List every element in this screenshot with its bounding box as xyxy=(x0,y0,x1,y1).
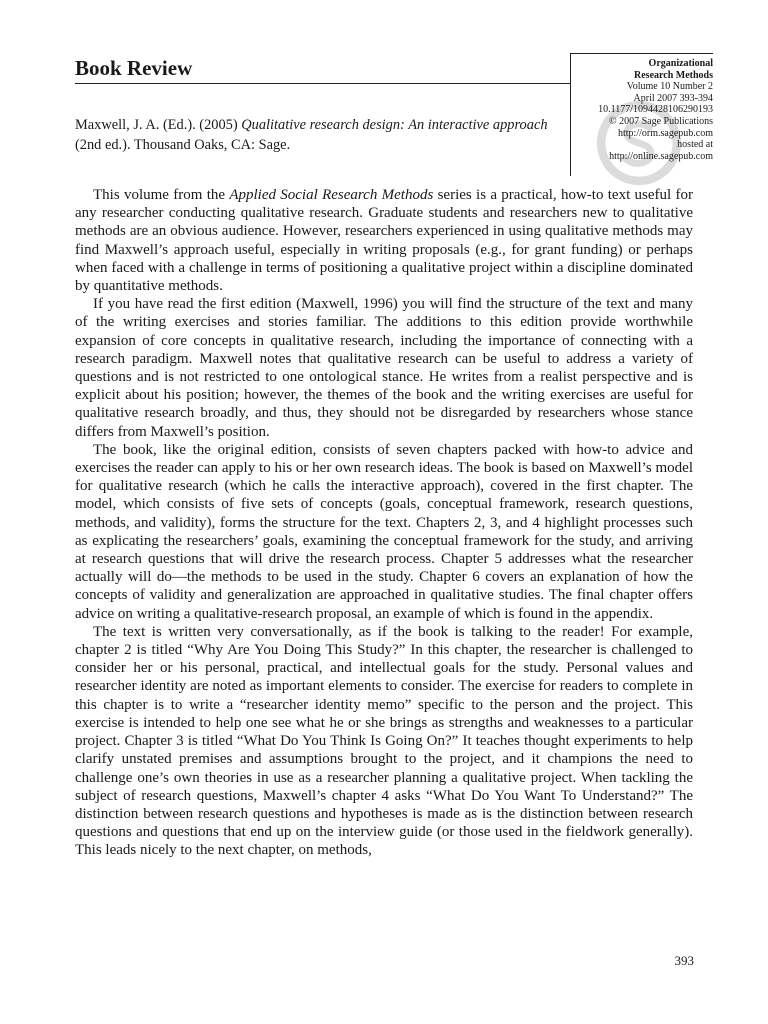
paragraph-4: The text is written very conversationally, as if the book is talking to the reader! For example, chapter 2 is titled “Why Are You Doing This Study?” In this chapter, the researcher is challenged to consider her or his personal, practical, and intellectual goals for the study. Personal values and researcher identity are noted as important elements to consider. The exercise for readers to complete in this chapter is to write a “researcher identity memo” specific to the person and the project. This exercise is intended to help one see what he or she brings as strengths and weaknesses to a particular project. Chapter 3 is titled “What Do You Think Is Going On?” It teaches thought experiments to help clarify unstated premises and assumptions brought to the project, and it champions the need to challenge one’s own theories in use as a researcher planning a qualitative project. When tackling the subject of research questions, Maxwell’s chapter 4 asks “What Do You Want To Understand?” The distinction between research questions and hypotheses is made as is the distinction between research questions and questions that end up on the interview guide (or those used in the fieldwork generally). This leads nicely to the next chapter, on methods, xyxy=(75,623,693,859)
journal-name-line1: Organizational xyxy=(648,58,713,69)
journal-masthead xyxy=(570,53,713,176)
book-citation xyxy=(75,115,555,155)
journal-hosted-label: hosted at xyxy=(677,139,713,151)
journal-volume: Volume 10 Number 2 xyxy=(626,81,713,93)
journal-name-line2: Research Methods xyxy=(634,69,713,81)
paragraph-2: If you have read the first edition (Maxwell, 1996) you will find the structure of the text and many of the writing exercises and stories familiar. The additions to this edition provide worthwhile expansion of core concepts in qualitative research, including the importance of connecting with a research paradigm. Maxwell notes that qualitative research can be useful to address a variety of questions and is not restricted to one ontological stance. He writes from a realist perspective and is explicit about his position; however, the themes of the book and the writing exercises are useful for qualitative research broadly, and thus, they should not be disregarded by researchers whose stance differs from Maxwell’s position. xyxy=(75,296,693,440)
journal-url-link[interactable]: http://orm.sagepub.com xyxy=(618,127,713,139)
paragraph-1-rest: series is a practical, how-to text useful for any researcher conducting qualitative research. Graduate students and researchers new to qualitative methods are an obvious audience. However, researchers experienced in using qualitative methods may find Maxwell’s approach useful, especially in writing proposals (e.g., for grant funding) or perhaps when faced with a challenge in terms of positioning a qualitative project within a discipline dominated by quantitative methods. xyxy=(75,187,693,295)
paragraph-1-start: This volume from the xyxy=(93,187,230,203)
journal-doi: 10.1177/1094428106290193 xyxy=(598,104,713,116)
citation-publisher: (2nd ed.). Thousand Oaks, CA: Sage. xyxy=(75,137,291,153)
header-rule xyxy=(75,83,570,84)
journal-copyright: © 2007 Sage Publications xyxy=(609,115,713,127)
citation-book-title: Qualitative research design: An interactive approach xyxy=(241,117,548,133)
citation-authors: Maxwell, J. A. (Ed.). (2005) xyxy=(75,117,242,133)
journal-date-pages: April 2007 393-394 xyxy=(633,92,713,104)
review-heading: Book Review xyxy=(75,56,193,80)
paragraph-1 xyxy=(75,186,693,295)
page-number: 393 xyxy=(674,953,694,968)
paragraph-3: The book, like the original edition, consists of seven chapters packed with how-to advice and exercises the reader can apply to his or her own research ideas. The book is based on Maxwell’s model for qualitative research (which he calls the interactive approach), covered in the first chapter. The model, which consists of five sets of concepts (goals, conceptual framework, research questions, methods, and validity), forms the structure for the text. Chapters 2, 3, and 4 highlight processes such as explicating the researchers’ goals, examining the conceptual framework for the study, and arriving at research questions that will drive the research process. Chapter 5 addresses what the researcher actually will do—the methods to be used in the study. Chapter 6 covers an explanation of how the concepts of validity and generalization are approached in qualitative studies. The final chapter offers advice on writing a qualitative-research proposal, an example of which is found in the appendix. xyxy=(75,441,693,622)
journal-host-url-link[interactable]: http://online.sagepub.com xyxy=(609,150,713,162)
review-body xyxy=(75,186,693,860)
series-name: Applied Social Research Methods xyxy=(229,187,434,203)
